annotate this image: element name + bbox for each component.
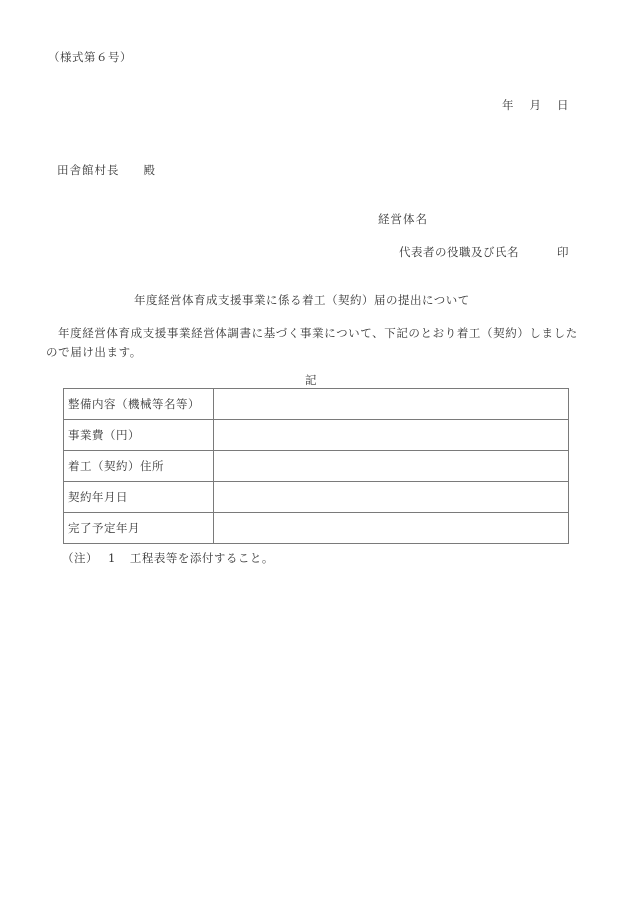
row-value-completion[interactable] [214, 513, 569, 544]
row-label-equipment: 整備内容（機械等名等） [64, 389, 214, 420]
row-value-contract-date[interactable] [214, 482, 569, 513]
row-label-contract-date: 契約年月日 [64, 482, 214, 513]
note-prefix: （注） [62, 551, 98, 565]
date-year-label: 年 [502, 98, 514, 112]
row-label-completion: 完了予定年月 [64, 513, 214, 544]
addressee-name: 田舎館村長 [57, 163, 120, 177]
date-day-label: 日 [557, 98, 569, 112]
seal-mark: 印 [557, 245, 569, 259]
table-row [64, 420, 569, 451]
addressee [57, 165, 156, 177]
date-line [502, 100, 569, 112]
row-label-cost: 事業費（円） [64, 420, 214, 451]
date-month-label: 月 [529, 98, 541, 112]
entity-name-label: 経営体名 [378, 212, 428, 226]
form-number: （様式第６号） [48, 50, 132, 64]
row-value-address[interactable] [214, 451, 569, 482]
ki-heading: 記 [305, 373, 317, 387]
footnote [62, 553, 274, 565]
row-value-cost[interactable] [214, 420, 569, 451]
document-subject: 年度経営体育成支援事業に係る着工（契約）届の提出について [134, 293, 470, 307]
note-text: 工程表等を添付すること。 [129, 551, 274, 565]
row-value-equipment[interactable] [214, 389, 569, 420]
table-row [64, 451, 569, 482]
table-row [64, 513, 569, 544]
row-label-address: 着工（契約）住所 [64, 451, 214, 482]
details-table [63, 388, 569, 544]
representative-label: 代表者の役職及び氏名 [399, 245, 519, 259]
table-row [64, 389, 569, 420]
addressee-honorific: 殿 [143, 163, 156, 177]
table-row [64, 482, 569, 513]
note-number: 1 [108, 551, 116, 565]
body-paragraph: 年度経営体育成支援事業経営体調書に基づく事業について、下記のとおり着工（契約）しましたので届け出ます。 [46, 326, 578, 359]
